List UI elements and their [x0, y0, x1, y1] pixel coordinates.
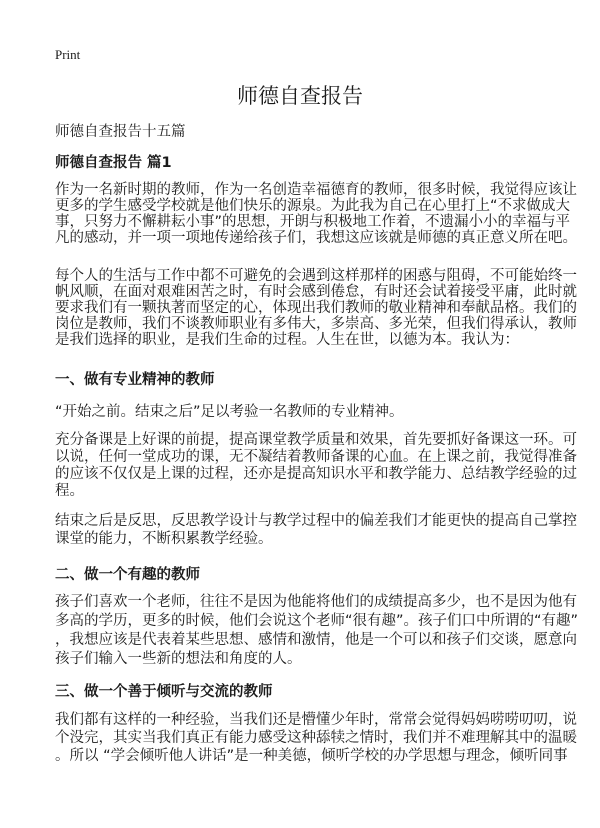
- text-line: 是我们选择的职业，是我们生命的过程。人生在世，以德为本。我认为：: [55, 332, 519, 348]
- text-line: 每个人的生活与工作中都不可避免的会遇到这样那样的困惑与阻碍，不可能始终一: [55, 268, 577, 284]
- text-line: 凡的感动，并一项一项地传递给孩子们，我想这应该就是师德的真正意义所在吧。: [55, 230, 577, 246]
- text-line: 要求我们有一颗执著而坚定的心，体现出我们教师的敬业精神和奉献品格。我们的: [55, 300, 577, 316]
- text-line: 孩子们输入一些新的想法和角度的人。: [55, 651, 302, 667]
- paragraph: [55, 593, 579, 669]
- section-heading: 师德自查报告 篇1: [55, 155, 172, 171]
- text-line: 作为一名新时期的教师，作为一名创造幸福德育的教师，很多时候，我觉得应该让: [55, 182, 577, 198]
- text-line: 充分备课是上好课的前提，提高课堂教学质量和效果，首先要抓好备课这一环。可: [55, 432, 577, 448]
- subtitle: 师德自查报告十五篇: [55, 124, 186, 140]
- print-link[interactable]: Print: [55, 47, 81, 62]
- text-line: 的应该不仅仅是上课的过程，还亦是提高知识水平和教学能力、总结教学经验的过: [55, 466, 577, 482]
- text-line: 帆风顺，在面对艰难困苦之时，有时会感到倦怠，有时还会试着接受平庸，此时就: [55, 284, 577, 300]
- paragraph: [55, 182, 577, 246]
- text-line: 个没完，其实当我们真正有能力感受这种舔犊之情时，我们并不难理解其中的温暖: [55, 730, 577, 746]
- paragraph: [55, 400, 555, 421]
- text-line: ，我想应该是代表着某些思想、感情和激情，他是一个可以和孩子们交谈，愿意向: [55, 632, 577, 648]
- heading-listening: 三、做一个善于倾听与交流的教师: [55, 684, 273, 700]
- text-line: 结束之后是反思，反思教学设计与教学过程中的偏差我们才能更快的提高自己掌控: [55, 513, 577, 529]
- paragraph: [55, 432, 577, 500]
- text-line: 岗位是教师，我们不谈教师职业有多伟大，多崇高、多光荣，但我们得承认，教师: [55, 316, 577, 332]
- paragraph: [55, 512, 577, 548]
- heading-professional: 一、做有专业精神的教师: [55, 372, 215, 388]
- text-line: 事，只努力不懈耕耘小事”的思想，开朗与积极地工作着，不遗漏小小的幸福与平: [55, 214, 571, 230]
- text-line: 多高的学历，更多的时候，他们会说这个老师“很有趣”。孩子们口中所谓的“有趣”: [55, 613, 579, 629]
- paragraph: [55, 268, 577, 348]
- text-line: “开始之前。结束之后”足以考验一名教师的专业精神。: [55, 404, 404, 420]
- text-line: 我们都有这样的一种经验，当我们还是懵懂少年时，常常会觉得妈妈唠唠叨叨，说: [55, 712, 577, 728]
- text-line: 孩子们喜欢一个老师，往往不是因为他能将他们的成绩提高多少，也不是因为他有: [55, 594, 577, 610]
- text-line: 程。: [55, 483, 84, 499]
- text-line: 更多的学生感受学校就是他们快乐的源泉。为此我为自己在心里打上“不求做成大: [55, 198, 571, 214]
- paragraph: [55, 711, 577, 765]
- text-line: 以说，任何一堂成功的课，无不凝结着教师备课的心血。在上课之前，我觉得准备: [55, 449, 577, 465]
- text-line: 课堂的能力，不断积累教学经验。: [55, 531, 273, 547]
- text-line: 。所以 “学会倾听他人讲话”是一种美德，倾听学校的办学思想与理念，倾听同事: [55, 748, 568, 764]
- page-title: 师德自查报告: [237, 84, 363, 108]
- heading-interesting: 二、做一个有趣的教师: [55, 567, 200, 583]
